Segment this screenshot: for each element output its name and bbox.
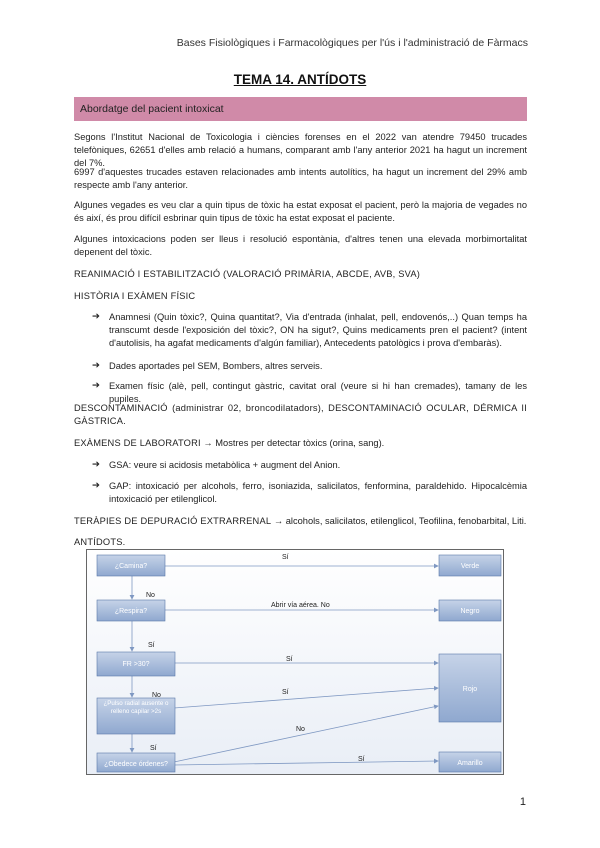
node-obedece: ¿Obedece órdenes? [104, 761, 168, 768]
edge-label: Sí [148, 642, 155, 649]
bullet-arrow-icon: ➔ [92, 380, 100, 390]
page-title: TEMA 14. ANTÍDOTS [233, 72, 367, 87]
node-fr: FR >30? [122, 661, 150, 668]
paragraph: Algunes intoxicacions poden ser lleus i resolució espontània, d'altres tenen una elevada morbimortalitat depenent del tòxic. [74, 234, 527, 257]
edge-label: No [146, 592, 155, 599]
list-item: GAP: intoxicació per alcohols, ferro, isoniazida, salicilatos, fenformina, paraldehido. Hipocalcèmia intoxicació per etilenglicol. [109, 481, 527, 504]
edge-label: No [152, 692, 161, 699]
right-arrow-icon: → [203, 438, 213, 448]
node-rojo: Rojo [462, 686, 478, 693]
list-item: Dades aportades pel SEM, Bombers, altres serveis. [109, 361, 323, 371]
historia-heading: HISTÒRIA I EXÀMEN FÍSIC [74, 291, 196, 301]
node-pulso-wrap [98, 700, 174, 734]
edge-label: Sí [286, 656, 293, 663]
page-number: 1 [519, 796, 526, 808]
list-item: Examen físic (alè, pell, contingut gàstric, cavitat oral (veure si hi han cremades), tamany de les pupiles. [109, 381, 527, 404]
right-arrow-icon: → [273, 516, 284, 526]
node-verde: Verde [460, 563, 480, 570]
paragraph: 6997 d'aquestes trucades estaven relacionades amb intents autolítics, ha hagut un increment del 29% amb respecte amb l'any anterior. [74, 167, 527, 190]
edge-label: No [296, 726, 305, 733]
examens-label: EXÀMENS DE LABORATORI [74, 438, 201, 448]
node-amarillo: Amarillo [457, 760, 483, 767]
edge-label: Sí [282, 554, 289, 561]
node-respira: ¿Respira? [114, 608, 148, 615]
bullet-arrow-icon: ➔ [92, 480, 100, 490]
terapies-label: TERÀPIES DE DEPURACIÓ EXTRARRENAL [74, 516, 272, 526]
antidots-heading: ANTÍDOTS. [74, 537, 126, 547]
bullet-arrow-icon: ➔ [92, 459, 100, 469]
descontaminacio-heading: DESCONTAMINACIÓ (administrar 02, broncodilatadors), DESCONTAMINACIÓ OCULAR, DÉRMICA II GÀSTRICA. [74, 403, 527, 426]
node-camina: ¿Camina? [114, 563, 148, 570]
reanimacio-heading: REANIMACIÓ I ESTABILITZACIÓ (VALORACIÓ PRIMÀRIA, ABCDE, AVB, SVA) [74, 269, 421, 279]
edge-label: Sí [358, 756, 365, 763]
bullet-arrow-icon: ➔ [92, 311, 100, 321]
edge-label: Abrir vía aérea. No [271, 602, 330, 609]
paragraph: Segons l'Institut Nacional de Toxicologia i ciències forenses en el 2022 van atendre 79450 trucades telefòniques, 62651 d'elles amb relació a humans, comparant amb l'any anterior 2021 ha hagut un increment del 7%. [74, 132, 527, 168]
paragraph: Algunes vegades es veu clar a quin tipus de tòxic ha estat exposat el pacient, però la majoria de vegades no és així, és prou difícil esbrinar quin tipus de tòxic ha estat exposat el paciente. [74, 200, 527, 223]
triage-flowchart [86, 549, 504, 775]
examens-text: Mostres per detectar tòxics (orina, sang). [215, 438, 385, 448]
section-title: Abordatge del pacient intoxicat [80, 103, 224, 115]
running-header: Bases Fisiològiques i Farmacològiques per l'ús i l'administració de Fàrmacs [176, 37, 528, 49]
node-pulso: ¿Pulso radial ausente o relleno capilar >2s [103, 700, 169, 715]
bullet-arrow-icon: ➔ [92, 360, 100, 370]
examens-line [74, 437, 527, 450]
edge-label: Sí [150, 745, 157, 752]
section-band [74, 97, 527, 121]
terapies-line [74, 515, 527, 528]
list-item: GSA: veure si acidosis metabòlica + augment del Anion. [109, 460, 341, 470]
terapies-text: alcohols, salicilatos, etilenglicol, Teofilina, fenobarbital, Liti. [285, 516, 527, 526]
node-negro: Negro [460, 608, 480, 615]
list-item: Anamnesi (Quin tòxic?, Quina quantitat?, Via d'entrada (inhalat, pell, endovenós,..) Quan temps ha transcumt desde l'exposición del tòxic?, ON ha sigut?, Quins medicaments pren el pacient? (intent d'autolisis, ha agafat medicaments d'algún familiar), Antecedents patològics i prova d'embaràs). [109, 312, 527, 348]
edge-label: Sí [282, 689, 289, 696]
